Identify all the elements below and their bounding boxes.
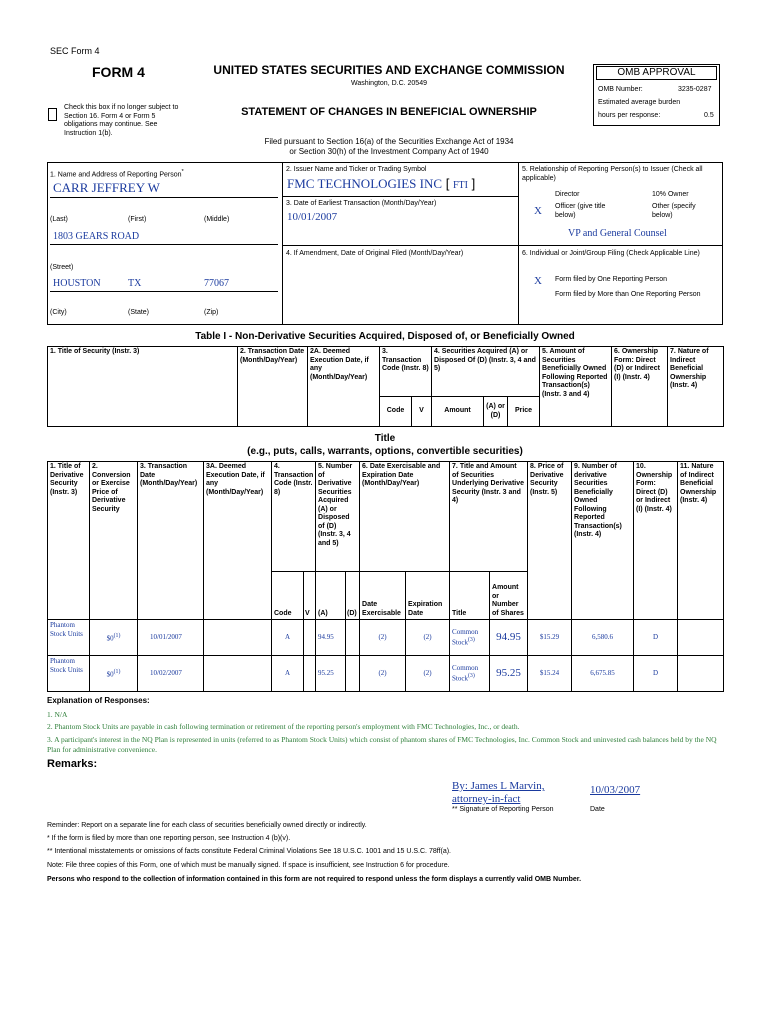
row2-expiration: (2) xyxy=(406,656,450,692)
checkbox-instruction: Check this box if no longer subject to Section 16. Form 4 or Form 5 obligations may continue. See Instruction 1(b). xyxy=(64,104,179,137)
one-person-option[interactable]: Form filed by One Reporting Person xyxy=(555,276,668,283)
row1-exercisable: (2) xyxy=(360,620,406,656)
row2-form: D xyxy=(634,656,678,692)
row1-owned: 6,580.6 xyxy=(572,620,634,656)
commission-title: UNITED STATES SECURITIES AND EXCHANGE COMMISSION xyxy=(213,63,565,77)
remarks-title: Remarks: xyxy=(47,758,98,770)
reminder-text: Reminder: Report on a separate line for each class of securities beneficially owned directly or indirectly. xyxy=(47,822,367,829)
signature-label: ** Signature of Reporting Person xyxy=(452,806,554,813)
officer-mark[interactable]: X xyxy=(534,205,542,217)
t2-h3: 3. Transaction Date (Month/Day/Year) xyxy=(138,462,204,620)
row2-code: A xyxy=(272,656,304,692)
row2-under-amount: 95.25 xyxy=(490,656,528,692)
zip-value[interactable]: 77067 xyxy=(204,278,229,289)
t1-h4: 4. Securities Acquired (A) or Disposed Of (D) (Instr. 3, 4 and 5) xyxy=(432,347,540,397)
issuer-name-line: FMC TECHNOLOGIES INC [ FTI ] xyxy=(287,176,476,191)
city-label: (City) xyxy=(50,309,67,316)
row1-code: A xyxy=(272,620,304,656)
t2-h1: 1. Title of Derivative Security (Instr. 3) xyxy=(48,462,90,620)
officer-title[interactable]: VP and General Counsel xyxy=(568,228,667,239)
issuer-name[interactable]: FMC TECHNOLOGIES INC xyxy=(287,176,443,191)
state-label: (State) xyxy=(128,309,150,316)
t1-h2a: 2A. Deemed Execution Date, if any (Month/Day/Year) xyxy=(308,347,380,427)
earliest-transaction-label: 3. Date of Earliest Transaction (Month/Day/Year) xyxy=(286,200,437,207)
omb-number: 3235-0287 xyxy=(678,86,712,93)
t2-h3a: 3A. Deemed Execution Date, if any (Month/Day/Year) xyxy=(204,462,272,620)
form-title: FORM 4 xyxy=(92,64,145,80)
t2-h7: 7. Title and Amount of Securities Underlying Derivative Security (Instr. 3 and 4) xyxy=(450,462,528,572)
officer-option[interactable]: Officer (give title below) xyxy=(555,203,606,219)
t1-h2: 2. Transaction Date (Month/Day/Year) xyxy=(238,347,308,427)
explanation-note-1: 1. N/A xyxy=(47,710,68,719)
t2-d: (D) xyxy=(346,572,360,620)
row1-security: Phantom Stock Units xyxy=(48,620,90,656)
row2-date: 10/02/2007 xyxy=(138,656,204,692)
t2-title: Title xyxy=(450,572,490,620)
t2-v: V xyxy=(304,572,316,620)
statement-title: STATEMENT OF CHANGES IN BENEFICIAL OWNERSHIP xyxy=(241,106,537,118)
omb-notice: Persons who respond to the collection of information contained in this form are not required to respond unless the form displays a currently valid OMB Number. xyxy=(47,876,582,883)
t1-price: Price xyxy=(508,397,540,427)
t1-h1: 1. Title of Security (Instr. 3) xyxy=(48,347,238,427)
table2-derivative xyxy=(47,461,724,692)
table2-subtitle: (e.g., puts, calls, warrants, options, convertible securities) xyxy=(247,446,523,457)
row2-owned: 6,675.85 xyxy=(572,656,634,692)
commission-city: Washington, D.C. 20549 xyxy=(350,80,427,87)
row2-exercisable: (2) xyxy=(360,656,406,692)
amendment-label: 4. If Amendment, Date of Original Filed (Month/Day/Year) xyxy=(286,250,464,257)
reporting-person-label: 1. Name and Address of Reporting Person* xyxy=(50,169,184,179)
no-longer-subject-checkbox[interactable] xyxy=(48,108,57,121)
more-persons-option[interactable]: Form filed by More than One Reporting Person xyxy=(555,291,701,298)
row2-deriv-price: $15.24 xyxy=(528,656,572,692)
date-label: Date xyxy=(590,806,605,813)
street-value[interactable]: 1803 GEARS ROAD xyxy=(53,231,140,242)
zip-label: (Zip) xyxy=(204,309,219,316)
t2-code: Code xyxy=(272,572,304,620)
t2-h2: 2. Conversion or Exercise Price of Derivative Security xyxy=(90,462,138,620)
omb-burden: Estimated average burden xyxy=(598,99,681,106)
row1-deriv-price: $15.29 xyxy=(528,620,572,656)
row1-acquired: 94.95 xyxy=(316,620,346,656)
filing-mark[interactable]: X xyxy=(534,275,542,287)
t1-h5: 5. Amount of Securities Beneficially Owned Following Reported Transaction(s) (Instr. 3 and 4) xyxy=(540,347,612,427)
t1-amount: Amount xyxy=(432,397,484,427)
first-label: (First) xyxy=(128,216,147,223)
row2-price: $0$^{(1)}$ xyxy=(90,656,138,692)
t2-date-exercisable: Date Exercisable xyxy=(360,572,406,620)
omb-number-label: OMB Number: xyxy=(598,86,643,93)
filed-pursuant-2: or Section 30(h) of the Investment Company Act of 1940 xyxy=(289,147,489,156)
omb-hours: 0.5 xyxy=(704,112,714,119)
other-option[interactable]: Other (specify below) xyxy=(652,203,696,219)
t1-code: Code xyxy=(380,397,412,427)
filed-pursuant-1: Filed pursuant to Section 16(a) of the Securities Exchange Act of 1934 xyxy=(264,137,514,146)
filing-label: 6. Individual or Joint/Group Filing (Check Applicable Line) xyxy=(522,250,700,257)
table-row xyxy=(48,656,724,692)
issuer-label: 2. Issuer Name and Ticker or Trading Symbol xyxy=(286,166,427,173)
t1-v: V xyxy=(412,397,432,427)
footnote-star-1: * If the form is filed by more than one reporting person, see Instruction 4 (b)(v). xyxy=(47,835,291,842)
omb-title: OMB APPROVAL xyxy=(596,66,717,80)
city-value[interactable]: HOUSTON xyxy=(53,278,101,289)
explanation-note-2: 2. Phantom Stock Units are payable in cash following termination or retirement of the reporting person's employment with FMC Technologies, Inc., or death. xyxy=(47,722,520,731)
row1-price: $0$^{(1)}$ xyxy=(90,620,138,656)
row1-under-amount: 94.95 xyxy=(490,620,528,656)
signature-date: 10/03/2007 xyxy=(590,784,641,796)
t2-h8: 8. Price of Derivative Security (Instr. 5) xyxy=(528,462,572,620)
t1-aord: (A) or (D) xyxy=(484,397,508,427)
last-label: (Last) xyxy=(50,216,68,223)
row2-acquired: 95.25 xyxy=(316,656,346,692)
signature-name-2: attorney-in-fact xyxy=(452,793,521,805)
earliest-transaction-date[interactable]: 10/01/2007 xyxy=(287,211,338,223)
t2-a: (A) xyxy=(316,572,346,620)
explanation-title: Explanation of Responses: xyxy=(47,696,150,705)
copies-note: Note: File three copies of this Form, one of which must be manually signed. If space is insufficient, see Instruction 6 for procedure. xyxy=(47,862,450,869)
explanation-note-3: 3. A participant's interest in the NQ Plan is represented in units (referred to as Phantom Stock Units) which consist of phantom shares of FMC Technologies, Inc. Common Stock and uninvested cash balances held by the NQ Plan for administrative convenience. xyxy=(47,735,717,754)
t1-h7: 7. Nature of Indirect Beneficial Ownership (Instr. 4) xyxy=(668,347,724,427)
t2-amount-shares: Amount or Number of Shares xyxy=(490,572,528,620)
table-row xyxy=(48,620,724,656)
t2-expiration: Expiration Date xyxy=(406,572,450,620)
table1-title: Table I - Non-Derivative Securities Acquired, Disposed of, or Beneficially Owned xyxy=(195,331,575,342)
omb-hours-label: hours per response: xyxy=(598,112,661,119)
ten-percent-owner-option[interactable]: 10% Owner xyxy=(652,191,689,198)
reporting-person-name[interactable]: CARR JEFFREY W xyxy=(53,180,160,195)
t1-h3: 3. Transaction Code (Instr. 8) xyxy=(380,347,432,397)
issuer-ticker[interactable]: FTI xyxy=(452,180,468,191)
t2-h4: 4. Transaction Code (Instr. 8) xyxy=(272,462,316,572)
t1-h6: 6. Ownership Form: Direct (D) or Indirect (I) (Instr. 4) xyxy=(612,347,668,427)
t2-h9: 9. Number of derivative Securities Beneficially Owned Following Reported Transaction(s) (Instr. 4) xyxy=(572,462,634,620)
row1-date: 10/01/2007 xyxy=(138,620,204,656)
row1-under-title: Common Stock$^{(3)}$ xyxy=(450,620,490,656)
street-label: (Street) xyxy=(50,264,74,271)
t2-h10: 10. Ownership Form: Direct (D) or Indirect (I) (Instr. 4) xyxy=(634,462,678,620)
sec-form-label: SEC Form 4 xyxy=(50,46,100,56)
row1-expiration: (2) xyxy=(406,620,450,656)
t2-h11: 11. Nature of Indirect Beneficial Ownership (Instr. 4) xyxy=(678,462,724,620)
row1-form: D xyxy=(634,620,678,656)
middle-label: (Middle) xyxy=(204,216,230,223)
state-value[interactable]: TX xyxy=(128,278,142,289)
row2-under-title: Common Stock$^{(3)}$ xyxy=(450,656,490,692)
row2-security: Phantom Stock Units xyxy=(48,656,90,692)
table2-title: Title xyxy=(374,433,396,444)
footnote-star-2: ** Intentional misstatements or omissions of facts constitute Federal Criminal Violations See 18 U.S.C. 1001 and 15 U.S.C. 78ff(a). xyxy=(47,848,451,855)
relationship-label: 5. Relationship of Reporting Person(s) to Issuer (Check all applicable) xyxy=(522,166,703,182)
director-option[interactable]: Director xyxy=(555,191,580,198)
t2-h5: 5. Number of Derivative Securities Acquired (A) or Disposed of (D) (Instr. 3, 4 and 5) xyxy=(316,462,360,572)
t2-h6: 6. Date Exercisable and Expiration Date (Month/Day/Year) xyxy=(360,462,450,572)
signature-name-1: By: James L Marvin, xyxy=(452,780,545,792)
table1-non-derivative xyxy=(47,346,724,427)
